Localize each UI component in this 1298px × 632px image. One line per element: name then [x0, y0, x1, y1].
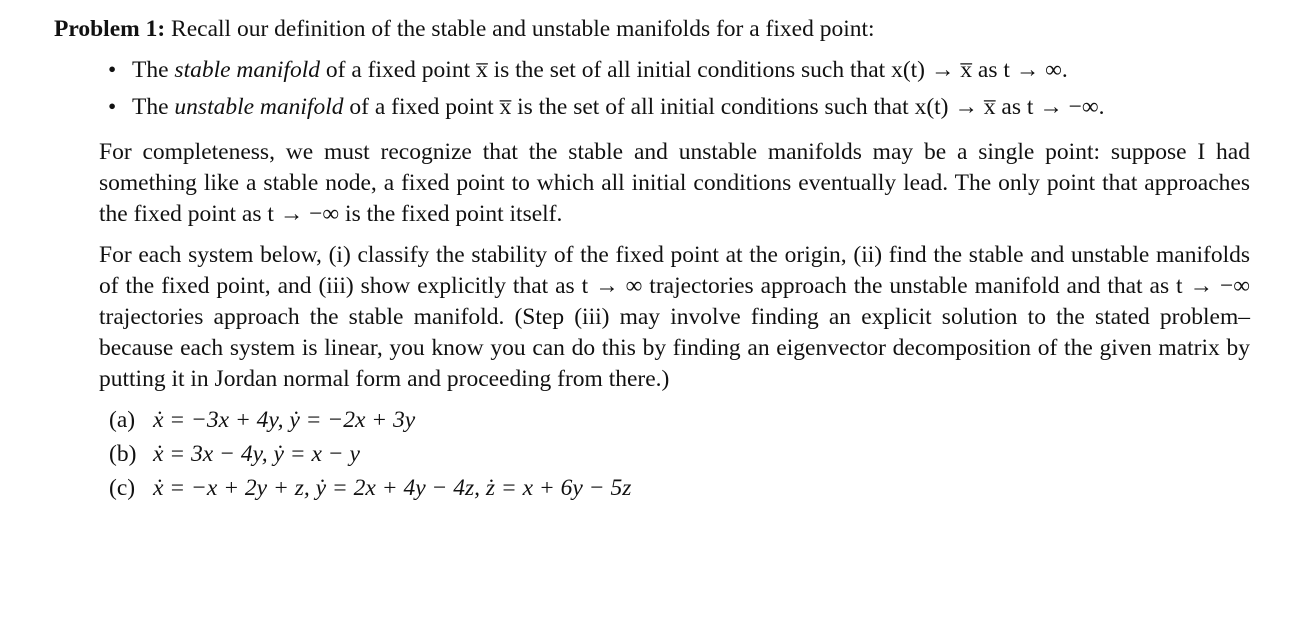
problem-statement	[54, 14, 1250, 45]
bullet-dot-icon: •	[108, 94, 117, 120]
problem-intro: Recall our definition of the stable and unstable manifolds for a fixed point:	[165, 16, 875, 42]
definition-stable-manifold	[108, 55, 1250, 86]
system-equation: ẋ = 3x − 4y, ẏ = x − y	[153, 441, 360, 467]
definition-text: of a fixed point x̅ is the set of all initial conditions such that x(t) → x̅ as t → −∞.	[343, 94, 1105, 120]
system-b	[109, 439, 1250, 470]
completeness-paragraph: For completeness, we must recognize that the stable and unstable manifolds may be a single point: suppose I had something like a stable node, a fixed point to which all initial conditions eventually lead. The only point that approaches the fixed point as t → −∞ is the fixed point itself.	[99, 139, 1250, 227]
part-label: (b)	[109, 441, 137, 467]
system-equation: ẋ = −3x + 4y, ẏ = −2x + 3y	[153, 407, 416, 433]
part-label: (a)	[109, 407, 136, 433]
part-label: (c)	[109, 475, 136, 501]
definition-term: stable manifold	[174, 57, 320, 83]
system-c	[109, 473, 1250, 504]
system-a	[109, 405, 1250, 436]
system-equation: ẋ = −x + 2y + z, ẏ = 2x + 4y − 4z, ż = x + 6y − 5z	[153, 475, 632, 501]
instructions-paragraph: For each system below, (i) classify the stability of the fixed point at the origin, (ii) find the stable and unstable manifolds of the fixed point, and (iii) show explicitly that as t → ∞ trajectories approach the unstable manifold and that as t → −∞ trajectories approach the stable manifold. (Step (iii) may involve finding an explicit solution to the stated problem–because each system is linear, you know you can do this by finding an eigenvector decomposition of the given matrix by putting it in Jordan normal form and proceeding from there.)	[99, 242, 1250, 392]
definition-term: unstable manifold	[174, 94, 344, 120]
definition-lead: The	[132, 94, 175, 120]
definition-list	[54, 55, 1250, 123]
definition-unstable-manifold	[108, 92, 1250, 123]
definition-text: of a fixed point x̅ is the set of all initial conditions such that x(t) → x̅ as t → ∞.	[320, 57, 1068, 83]
definition-lead: The	[132, 57, 175, 83]
bullet-dot-icon: •	[108, 57, 117, 83]
problem-document	[54, 14, 1250, 507]
systems-list	[109, 405, 1250, 504]
problem-label: Problem 1:	[54, 16, 166, 42]
